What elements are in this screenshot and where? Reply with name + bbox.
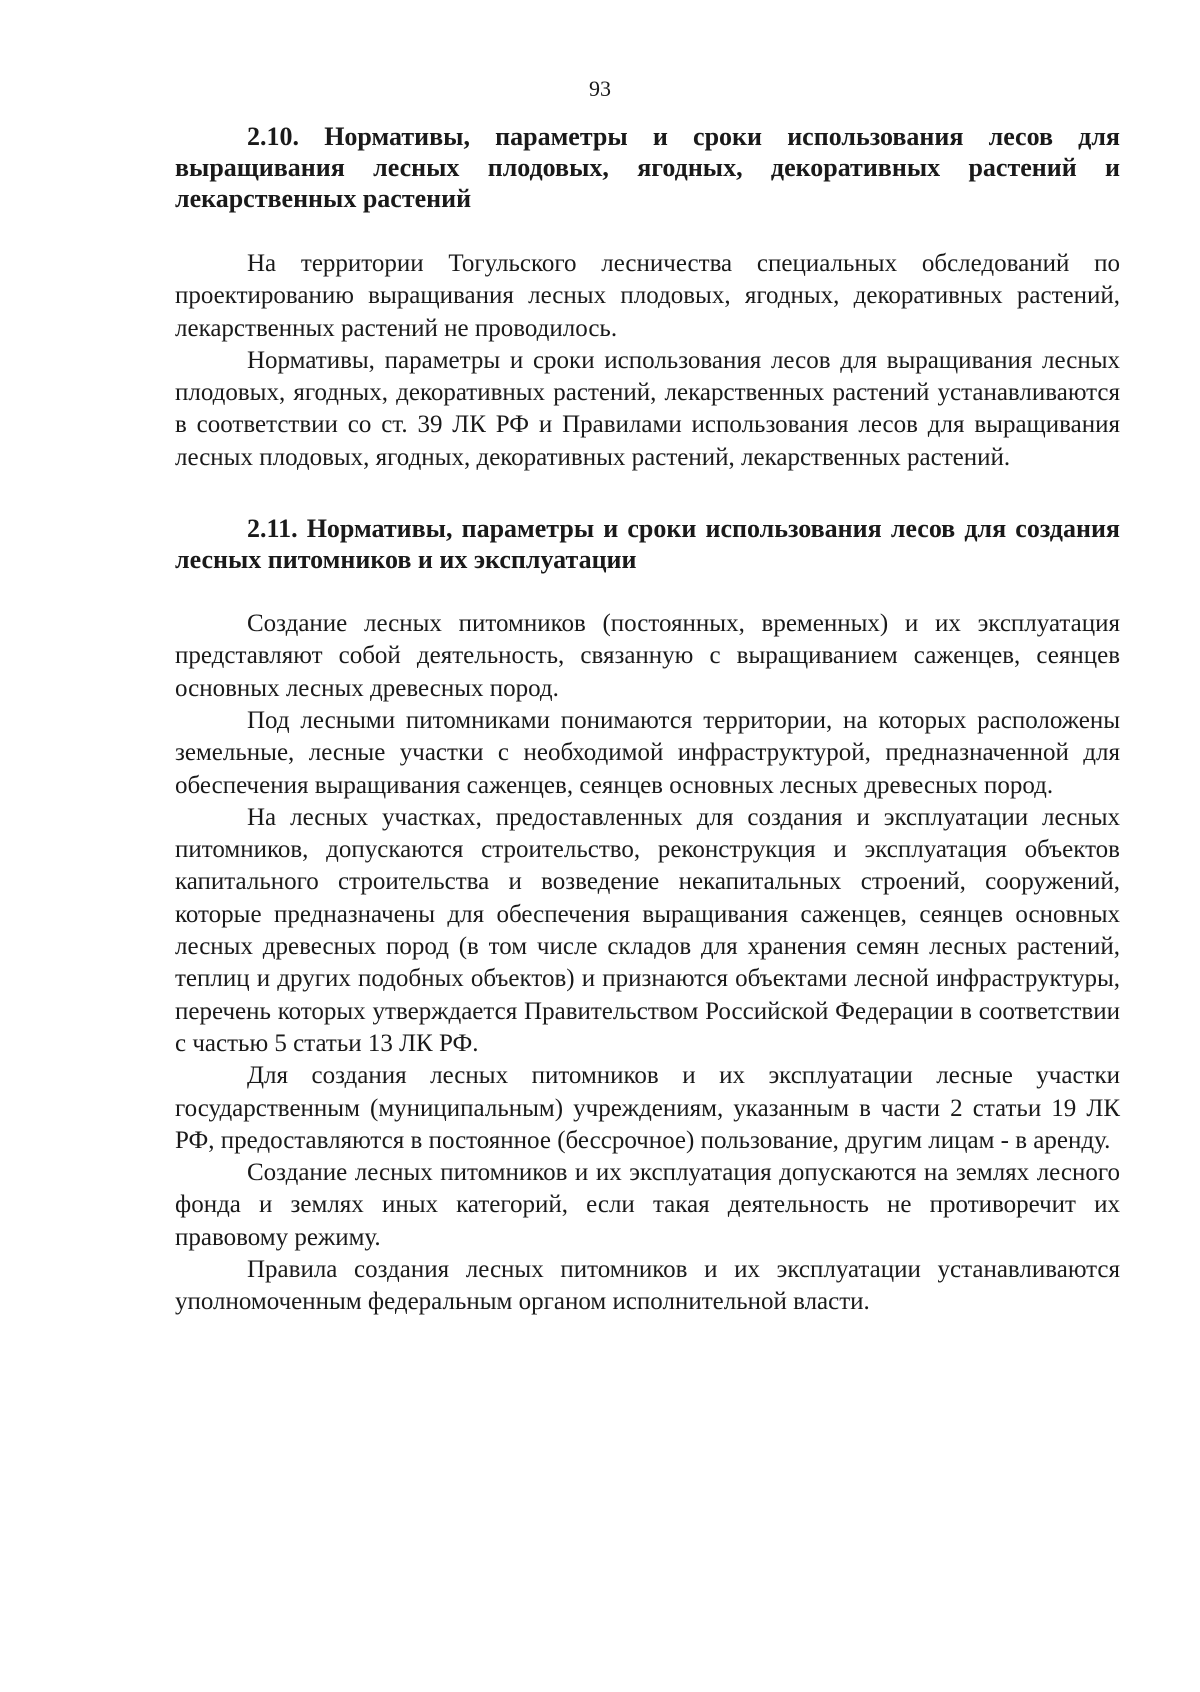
page-number: 93 — [589, 76, 611, 101]
section-heading-2-11: 2.11. Нормативы, параметры и сроки использования лесов для создания лесных питомников и их эксплуатации — [175, 514, 1120, 575]
paragraph: Создание лесных питомников и их эксплуатация допускаются на землях лесного фонда и землях иных категорий, если такая деятельность не противоречит их правовому режиму. — [175, 1159, 1120, 1251]
paragraph: На лесных участках, предоставленных для создания и эксплуатации лесных питомников, допускаются строительство, реконструкция и эксплуатация объектов капитального строительства и возведение некапитальных строений, сооружений, которые предназначены для обеспечения выращивания саженцев, сеянцев основных лесных древесных пород (в том числе складов для хранения семян лесных растений, теплиц и других подобных объектов) и признаются объектами лесной инфраструктуры, перечень которых утверждается Правительством Российской Федерации в соответствии с частью 5 статьи 13 ЛК РФ. — [175, 803, 1120, 1057]
paragraph: Для создания лесных питомников и их эксплуатации лесные участки государственным (муниципальным) учреждениям, указанным в части 2 статьи 19 ЛК РФ, предоставляются в постоянное (бессрочное) пользование, другим лицам - в аренду. — [175, 1062, 1120, 1154]
paragraph: Правила создания лесных питомников и их эксплуатации устанавливаются уполномоченным федеральным органом исполнительной власти. — [175, 1256, 1120, 1316]
section-heading-2-10: 2.10. Нормативы, параметры и сроки использования лесов для выращивания лесных плодовых, ягодных, декоративных растений и лекарственных растений — [175, 122, 1120, 213]
paragraph: Создание лесных питомников (постоянных, временных) и их эксплуатация представляют собой деятельность, связанную с выращиванием саженцев, сеянцев основных лесных древесных пород. — [175, 610, 1120, 702]
paragraph: На территории Тогульского лесничества специальных обследований по проектированию выращивания лесных плодовых, ягодных, декоративных растений, лекарственных растений не проводилось. — [175, 250, 1120, 342]
document-body — [175, 121, 1120, 1319]
paragraph: Нормативы, параметры и сроки использования лесов для выращивания лесных плодовых, ягодных, декоративных растений, лекарственных растений устанавливаются в соответствии со ст. 39 ЛК РФ и Правилами использования лесов для выращивания лесных плодовых, ягодных, декоративных растений, лекарственных растений. — [175, 346, 1120, 471]
paragraph: Под лесными питомниками понимаются территории, на которых расположены земельные, лесные участки с необходимой инфраструктурой, предназначенной для обеспечения выращивания саженцев, сеянцев основных лесных древесных пород. — [175, 706, 1120, 799]
